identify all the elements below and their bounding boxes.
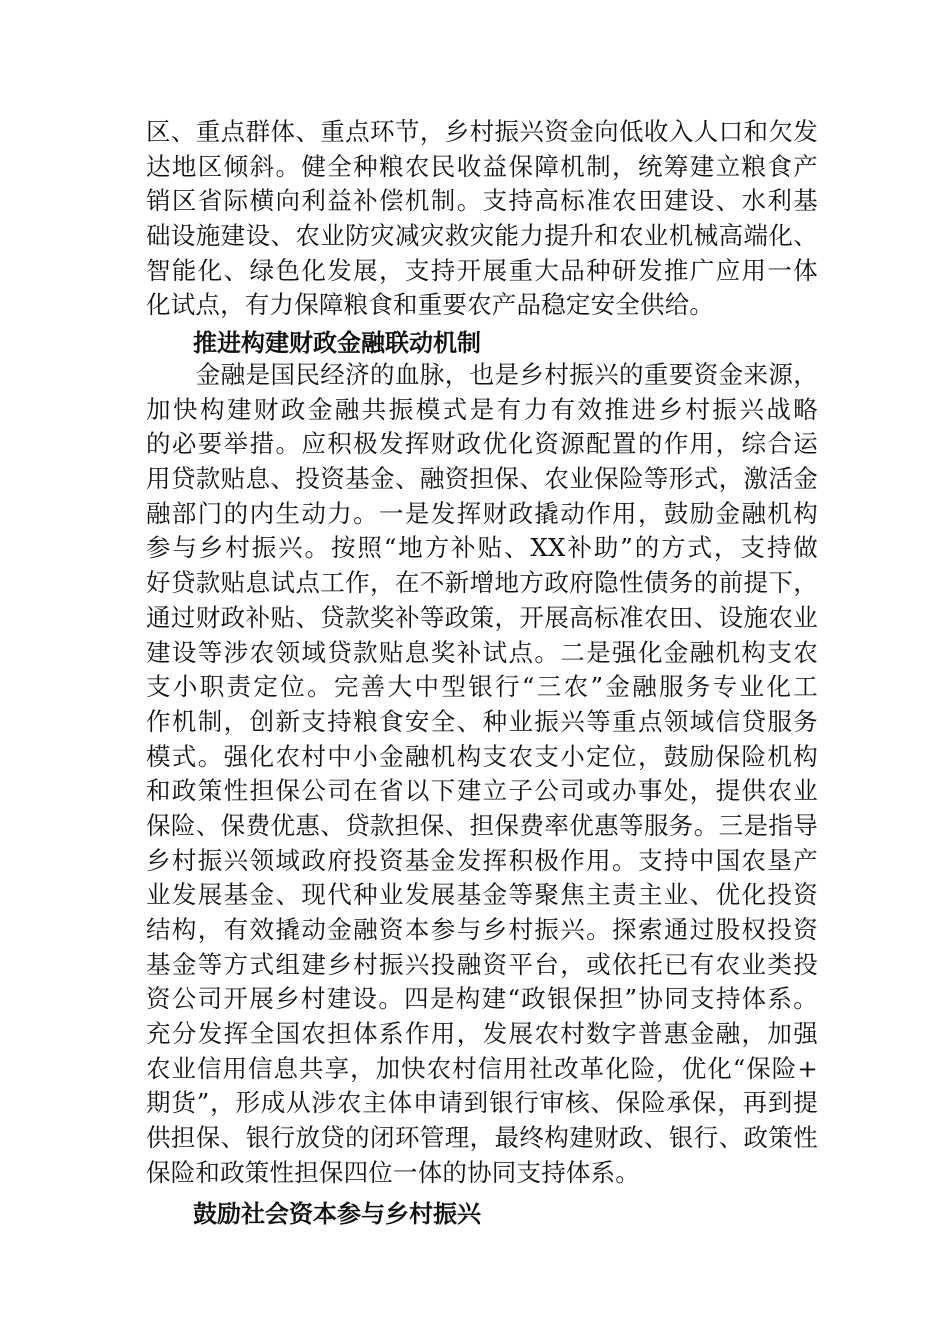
paragraph-finance-linkage [146,358,818,1191]
text-line: 建设等涉农领域贷款贴息奖补试点。二是强化金融机构支农 [146,637,818,667]
text-line: 业发展基金、现代种业发展基金等聚焦主责主业、优化投资 [146,880,818,910]
text-line: 加快构建财政金融共振模式是有力有效推进乡村振兴战略 [146,394,818,424]
text-line: 期货”，形成从涉农主体申请到银行审核、保险承保，再到提 [146,1088,818,1118]
text-line: 参与乡村振兴。按照“地方补贴、XX补助”的方式，支持做 [146,533,818,563]
text-line: 供担保、银行放贷的闭环管理，最终构建财政、银行、政策性 [146,1123,818,1153]
text-line: 通过财政补贴、贷款奖补等政策，开展高标准农田、设施农业 [146,602,818,632]
section-heading-finance-linkage: 推进构建财政金融联动机制 [193,329,481,357]
text-line: 的必要举措。应积极发挥财政优化资源配置的作用，综合运 [146,429,818,459]
text-line: 模式。强化农村中小金融机构支农支小定位，鼓励保险机构 [146,741,818,771]
text-line: 融部门的内生动力。一是发挥财政撬动作用，鼓励金融机构 [146,498,818,528]
text-line: 区、重点群体、重点环节，乡村振兴资金向低收入人口和欠发 [146,117,818,146]
text-line: 作机制，创新支持粮食安全、种业振兴等重点领域信贷服务 [146,706,818,736]
text-line: 好贷款贴息试点工作，在不新增地方政府隐性债务的前提下， [146,568,818,598]
text-line: 乡村振兴领域政府投资基金发挥积极作用。支持中国农垦产 [146,845,818,875]
text-line: 础设施建设、农业防灾减灾救灾能力提升和农业机械高端化、 [146,221,818,251]
text-line: 达地区倾斜。健全种粮农民收益保障机制，统筹建立粮食产 [146,151,818,181]
text-line: 基金等方式组建乡村振兴投融资平台，或依托已有农业类投 [146,949,818,979]
text-line: 保险、保费优惠、贷款担保、担保费率优惠等服务。三是指导 [146,810,818,840]
text-line: 智能化、绿色化发展，支持开展重大品种研发推广应用一体 [146,255,818,285]
text-line: 金融是国民经济的血脉，也是乡村振兴的重要资金来源， [146,360,818,389]
text-line: 充分发挥全国农担体系作用，发展农村数字普惠金融，加强 [146,1019,818,1049]
paragraph-continuation [146,115,818,323]
section-heading-social-capital: 鼓励社会资本参与乡村振兴 [193,1200,481,1228]
text-line: 用贷款贴息、投资基金、融资担保、农业保险等形式，激活金 [146,464,818,494]
text-line: 和政策性担保公司在省以下建立子公司或办事处，提供农业 [146,776,818,806]
text-line: 结构，有效撬动金融资本参与乡村振兴。探索通过股权投资 [146,915,818,944]
text-line: 销区省际横向利益补偿机制。支持高标准农田建设、水利基 [146,186,818,216]
text-line: 资公司开展乡村建设。四是构建“政银保担”协同支持体系。 [146,984,818,1014]
text-line: 保险和政策性担保四位一体的协同支持体系。 [146,1157,640,1187]
text-line: 支小职责定位。完善大中型银行“三农”金融服务专业化工 [146,672,818,702]
text-line: 农业信用信息共享，加快农村信用社改革化险，优化“保险+ [146,1053,818,1083]
text-line: 化试点，有力保障粮食和重要农产品稳定安全供给。 [146,290,715,320]
